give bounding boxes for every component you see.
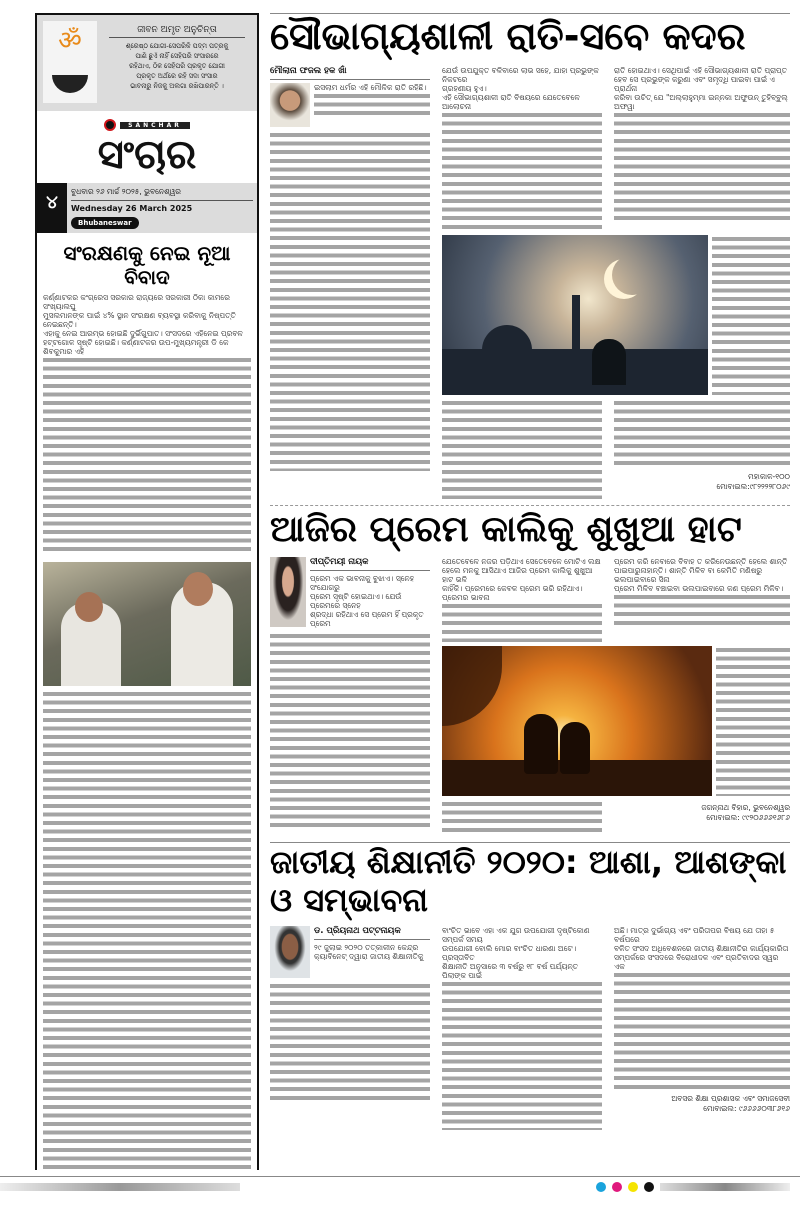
article2-author-photo xyxy=(270,557,306,627)
date-english: Wednesday 26 March 2025 xyxy=(71,204,193,213)
yellow-dot xyxy=(628,1182,638,1192)
article1-col3-line: ରାତି ହୋଇଥାଏ। ସେଥିପାଇଁ ଏହି ସୌଭାଗ୍ୟଶାଳୀ ରାତି ପ୍ରାପ୍ତ xyxy=(614,65,788,75)
article1-col2-body xyxy=(442,399,602,499)
article2-col1-line: ଶ୍ରଦ୍ଧା ରହିଥାଏ ସେ ପ୍ରେମ ହିଁ ପ୍ରକୃତ ପ୍ରେମ xyxy=(310,609,424,628)
article2-col2-line: ଯେତେବେଳେ ନଜର ପଡ଼ିଥାଏ ସେତେବେଳେ ମୋଟିଏ ଲକ୍ଷ xyxy=(442,556,601,566)
left-text-line: ଏହାକୁ ନେଇ ଆରମ୍ଭ ହୋଇଛି ଦୁର୍ଭିଗୁପାତ। ସଂସଦରେ ଏହିନେଇ ପ୍ରବଳ xyxy=(43,329,243,338)
parliament-photo xyxy=(43,562,251,686)
black-dot xyxy=(644,1182,654,1192)
om-hands-icon: ॐ xyxy=(43,21,97,103)
article3-col2-body xyxy=(442,980,602,1130)
article1-sig-place: ମହାକାଳ-୧୦୦ xyxy=(748,471,790,481)
article1-col3-line: ହେବ ସେ ପ୍ରଭୁଙ୍କ କରୁଣା ଏବଂ ସମୃଦ୍ଧି ପାଇବା ପାଇଁ ଏ ପ୍ରାର୍ଥନା xyxy=(614,74,775,93)
article3-author: ଡ. ପ୍ରିୟନାଥ ପଟ୍ଟନାୟକ xyxy=(314,926,430,940)
masthead xyxy=(37,111,257,183)
page-number: ୪ xyxy=(37,183,67,233)
article1-col1-body xyxy=(314,92,430,118)
article3-col1-line: କ୍ୟାବିନେଟ୍ ଦ୍ୱାରା ଜାତୀୟ ଶିକ୍ଷାନୀତିକୁ xyxy=(314,951,424,961)
article3-headline: ଜାତୀୟ ଶିକ୍ଷାନୀତି ୨୦୨୦: ଆଶା, ଆଶଙ୍କା ଓ ସମ୍ଭାବନା xyxy=(270,842,787,920)
article2-col3-line: ପାଇପାରୁନାହାନ୍ତି। ଶାନ୍ତି ମିଳିବ ବା କେମିତି ମଣିଷରୁ ଭଲପାଇବାରେ ସିନା xyxy=(614,565,763,584)
date-odia: ବୁଧବାର ୨୬ ମାର୍ଚ୍ଚ ୨୦୨୫, ଭୁବନେଶ୍ୱର xyxy=(71,187,253,201)
logo: ସଂଚାର xyxy=(97,132,197,178)
article1-col3-body xyxy=(614,399,790,469)
article3-col1-body xyxy=(270,982,430,1102)
article2-col3-line: ପ୍ରେମ ମିଳିବ ବଞ୍ଚାଇବା ଭଲପାଇବାରେ କଣ ପ୍ରେମ ମିଳିବ। xyxy=(614,583,784,593)
left-text-body-2 xyxy=(43,690,251,1170)
article2-col3-body xyxy=(716,646,790,796)
left-headline: ସଂରକ୍ଷଣକୁ ନେଇ ନୂଆ ବିବାଦ xyxy=(63,241,231,289)
article3-col3-line: ଅଛି। ମାତ୍ର ଦୁର୍ଭାଗ୍ୟ ଏବଂ ପରିତାପର ବିଷୟ ଯେ ତାହା ୫ ବର୍ଷପରେ xyxy=(614,925,775,944)
advert-line: ପାଣି ଛୁଏଁ ନାହିଁ ସେହିପରି ସଂସାରରେ xyxy=(135,52,219,60)
advert-title: ଜୀବନ ଅମୃତ ଅନୁଚିନ୍ତା xyxy=(109,21,245,38)
logo-dot xyxy=(104,119,116,131)
advert-line: ପ୍ରକୃତ ଅର୍ଥରେ ରହି ସଦା ସଂସାର xyxy=(136,72,218,80)
article3-col2-line: ବାଂଚିତ ଭାବେ ଏହା ଏକ ଯୁଗ ଉପଯୋଗୀ ଦୃଷ୍ଟିକୋଣ ସମ୍ପର୍କ ସମୟ xyxy=(442,925,590,944)
article3-sig-place: ଅବସର ଶିକ୍ଷା ପ୍ରଶାସକ ଏବଂ ସମାଜସେବୀ xyxy=(671,1093,790,1103)
left-text-line: ହଟ୍ଟଗୋଳ ସୃଷ୍ଟି ହୋଇଛି। କର୍ଣ୍ଣାଟକର ଉପ-ମୁଖ୍ୟମନ୍ତ୍ରୀ ଡି କେ ଶିବକୁମାର ଏହି xyxy=(43,338,229,356)
article1-col2-line: ଗ୍ରହଣୀୟ ହୁଏ। xyxy=(442,83,487,93)
advert-box xyxy=(37,15,257,111)
article2-sig-mobile: ମୋବାଇଲ: ୯୯୨୦୬୬୬୧୬୮୬ xyxy=(706,812,790,822)
article3-col3-body xyxy=(614,971,790,1091)
article1-sig-mobile: ମୋବାଇଲ:୯୮୨୨୨୨୮୦୬୯ xyxy=(716,481,790,491)
article3-sig-mobile: ମୋବାଇଲ: ୯୬୬୬୬୦୩୮୬୧୬ xyxy=(703,1103,790,1113)
article1-col2-line: ଏହି ସୌଭାଗ୍ୟଶାଳୀ ରାତି ବିଷୟରେ ଯେତେବେଳେ ଆଲୋଚନା xyxy=(442,92,580,111)
article3-author-photo xyxy=(270,926,310,978)
article1-col3-line: କରିବା ଉଚିତ୍ ଯେ "ଅଲ୍ଲାହୁମ୍ମା ଇନ୍ନକା ଅଫୁଉନ୍ ତୁହିବ୍ବୁଲ୍ ଅଫୱା xyxy=(614,92,788,111)
article1-col2-line: ଯେଉଁ ଉପଯୁକ୍ତ ବଳିବାରେ ଲାଭ ସହେ, ଯାହା ପ୍ରଭୁଙ୍କ ନିକଟରେ xyxy=(442,65,599,84)
article1-col1-body xyxy=(270,131,430,471)
article2-col3-body xyxy=(614,593,790,625)
advert-line: ଭାବନାରୁ ନିଜକୁ ଅଲଗା ରଖିପାରନ୍ତି । xyxy=(130,82,224,90)
article2-col2-line: କାହିଁକି। ପ୍ରେମରେ କେବଳ ପ୍ରେମ ଭରି ରହିଥାଏ। ପ୍ରେମର ଭାବନା xyxy=(442,583,583,602)
left-text-line: କର୍ଣ୍ଣାଟକର କଂଗ୍ରେସ ସରକାର ରାଜ୍ୟରେ ସରକାରୀ ଠିକା କାମରେ ସଂଖ୍ୟାଲଘୁ xyxy=(43,293,230,311)
article1-col1-line: ଇସଲାମ ଧର୍ମର ଏହି ମୌଳିକ ରାତି ରହିଛି। xyxy=(314,82,427,92)
cyan-dot xyxy=(596,1182,606,1192)
magenta-dot xyxy=(612,1182,622,1192)
article3-col1-line: ୨୯ ଜୁଲାଇ ୨୦୨୦ ତତ୍କାଳୀନ କେନ୍ଦ୍ର xyxy=(314,942,419,952)
mosque-moon-photo xyxy=(442,235,708,395)
article2-author: ଦୀପ୍ତିମୟୀ ନାୟକ xyxy=(310,557,430,571)
article2-col1-line: ପ୍ରେମ ଏକ ଭାବନାକୁ ବୁଝାଏ। ସ୍ନେହ ସଂଯୋଗରୁ xyxy=(310,573,415,592)
print-color-bar xyxy=(0,1181,800,1197)
logo-en: SANCHAR xyxy=(120,122,190,129)
article2-col1-body xyxy=(270,632,430,832)
divider xyxy=(270,505,790,506)
article2-headline: ଆଜିର ପ୍ରେମ କାଲିକୁ ଶୁଖୁଆ ହାଟ xyxy=(270,508,742,550)
article3-col2-line: ଶିକ୍ଷାନୀତି ଅନୁସାରେ ୩ ବର୍ଷରୁ ୧୮ ବର୍ଷ ପର୍ଯ୍ୟନ୍ତ ପିଲାଙ୍କ ପାଇଁ xyxy=(442,961,579,980)
article3-col2-line: ଉପଯୋଗୀ ବୋଲି ମୋର ବାଂଚିତ ଧାରଣା ଅଟେ। ପ୍ରସ୍ତାବିତ xyxy=(442,943,577,962)
article1-col3-body xyxy=(614,111,790,223)
article2-sig-place: ଜଗନ୍ନାଥ ବିହାର, ଭୁବନେଶ୍ୱର xyxy=(701,802,790,812)
date-bar xyxy=(37,183,257,233)
article1-headline: ସୌଭାଗ୍ୟଶାଳୀ ରାତି-ସବେ କଦର xyxy=(270,14,746,58)
city-badge: Bhubaneswar xyxy=(71,217,139,229)
article2-col2-body xyxy=(442,602,602,642)
main-column xyxy=(270,13,790,1130)
article1-author: ମୌଲାନା ଫଜଲ ହକ ଖାଁ xyxy=(270,66,430,80)
article3-col3-line: ସମ୍ପର୍କରେ ସଂସଦରେ ବିରୋଧୀଦଳ ଏବଂ ପ୍ରତିବାଦର ସ୍ୱର ଏକ xyxy=(614,952,779,971)
article2-col2-body xyxy=(442,800,602,836)
article2-col2-line: ହେଲେ ମନକୁ ଆସିଥାଏ ଆଜିର ପ୍ରେମ କାଲିକୁ ଶୁଖୁଆ ହାଟ ଭଳି xyxy=(442,565,593,584)
article3-col3-line: ବଳିତ ସଂସଦ ଅଧିବେଶନରେ ଜାତୀୟ ଶିକ୍ଷାନୀତିର କାର୍ଯ୍ୟକାରିତା xyxy=(614,943,789,953)
left-text-body xyxy=(43,356,251,556)
article2-col3-line: ପ୍ରେମ କରି ନେବାରେ ବିବାହ ତ କରିନେଉଛନ୍ତି ହେଲେ ଶାନ୍ତି xyxy=(614,556,788,566)
left-column xyxy=(35,13,259,1170)
article1-col2-body xyxy=(442,111,602,231)
article1-col3-body xyxy=(712,235,790,395)
advert-line: ଶ୍ରେଷ୍ଠ ଯୋଗୀ-ସେପରିକି ପଦ୍ମ ପତ୍ରକୁ xyxy=(125,42,229,50)
couple-sunset-photo xyxy=(442,646,712,796)
article1-author-photo xyxy=(270,83,310,127)
advert-line: ରହିଥାଏ, ଠିକ ସେହିପରି ପ୍ରକୃତ ଯୋଗୀ xyxy=(129,62,225,70)
article2-col1-line: ପ୍ରେମ ସୃଷ୍ଟି ହୋଇଥାଏ। ଯେଉଁ ପ୍ରେମରେ ସ୍ନେହ xyxy=(310,591,402,610)
left-text-line: ମୁସଲମାନଙ୍କ ପାଇଁ ୪% ସ୍ଥାନ ସଂରକ୍ଷଣ ବ୍ୟବସ୍ଥା କରିବାକୁ ନିଷ୍ପତ୍ତି ନେଇଛନ୍ତି। xyxy=(43,311,236,329)
